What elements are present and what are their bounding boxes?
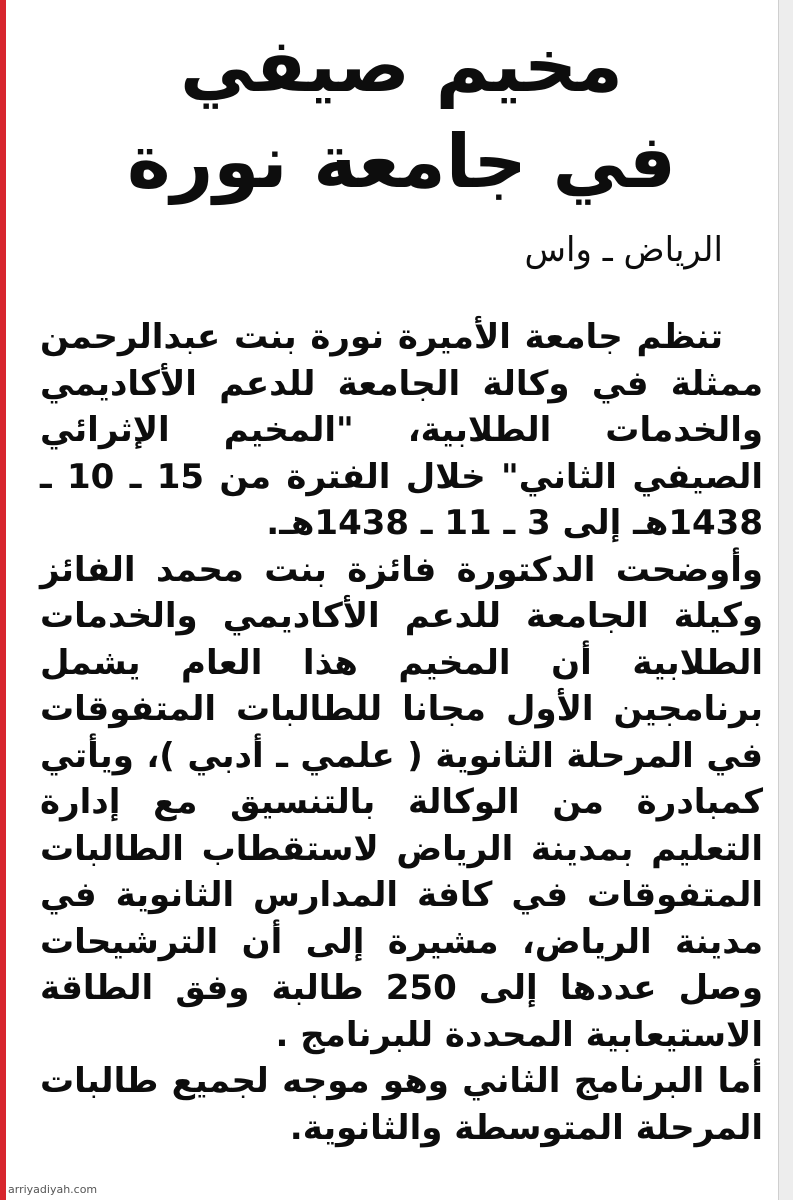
article-body <box>40 314 763 1151</box>
byline: الرياض ـ واس <box>524 230 723 270</box>
paragraph-3: أما البرنامج الثاني وهو موجه لجميع طالبات المرحلة المتوسطة والثانوية. <box>40 1061 763 1148</box>
headline-line-2: في جامعة نورة <box>127 119 676 205</box>
accent-bar <box>0 0 6 1200</box>
headline-line-1: مخيم صيفي <box>180 23 623 109</box>
page-edge <box>778 0 793 1200</box>
source-watermark: arriyadiyah.com <box>8 1183 98 1196</box>
headline <box>40 18 763 210</box>
paragraph-2: وأوضحت الدكتورة فائزة بنت محمد الفائز وكيلة الجامعة للدعم الأكاديمي والخدمات الطلابية أن المخيم هذا العام يشمل برنامجين الأول مجانا للطالبات المتفوقات في المرحلة الثانوية ( علمي ـ أدبي )، ويأتي كمبادرة من الوكالة بالتنسيق مع إدارة التعليم بمدينة الرياض لاستقطاب الطالبات المتفوقات في كافة المدارس الثانوية في مدينة الرياض، مشيرة إلى أن الترشيحات وصل عددها إلى 250 طالبة وفق الطاقة الاستيعابية المحددة للبرنامج . <box>40 549 763 1055</box>
paragraph-1: تنظم جامعة الأميرة نورة بنت عبدالرحمن ممثلة في وكالة الجامعة للدعم الأكاديمي والخدمات الطلابية، "المخيم الإثرائي الصيفي الثاني" خلال الفترة من 15 ـ 10 ـ 1438هـ إلى 3 ـ 11 ـ 1438هـ. <box>40 317 763 543</box>
news-article <box>40 18 763 1151</box>
